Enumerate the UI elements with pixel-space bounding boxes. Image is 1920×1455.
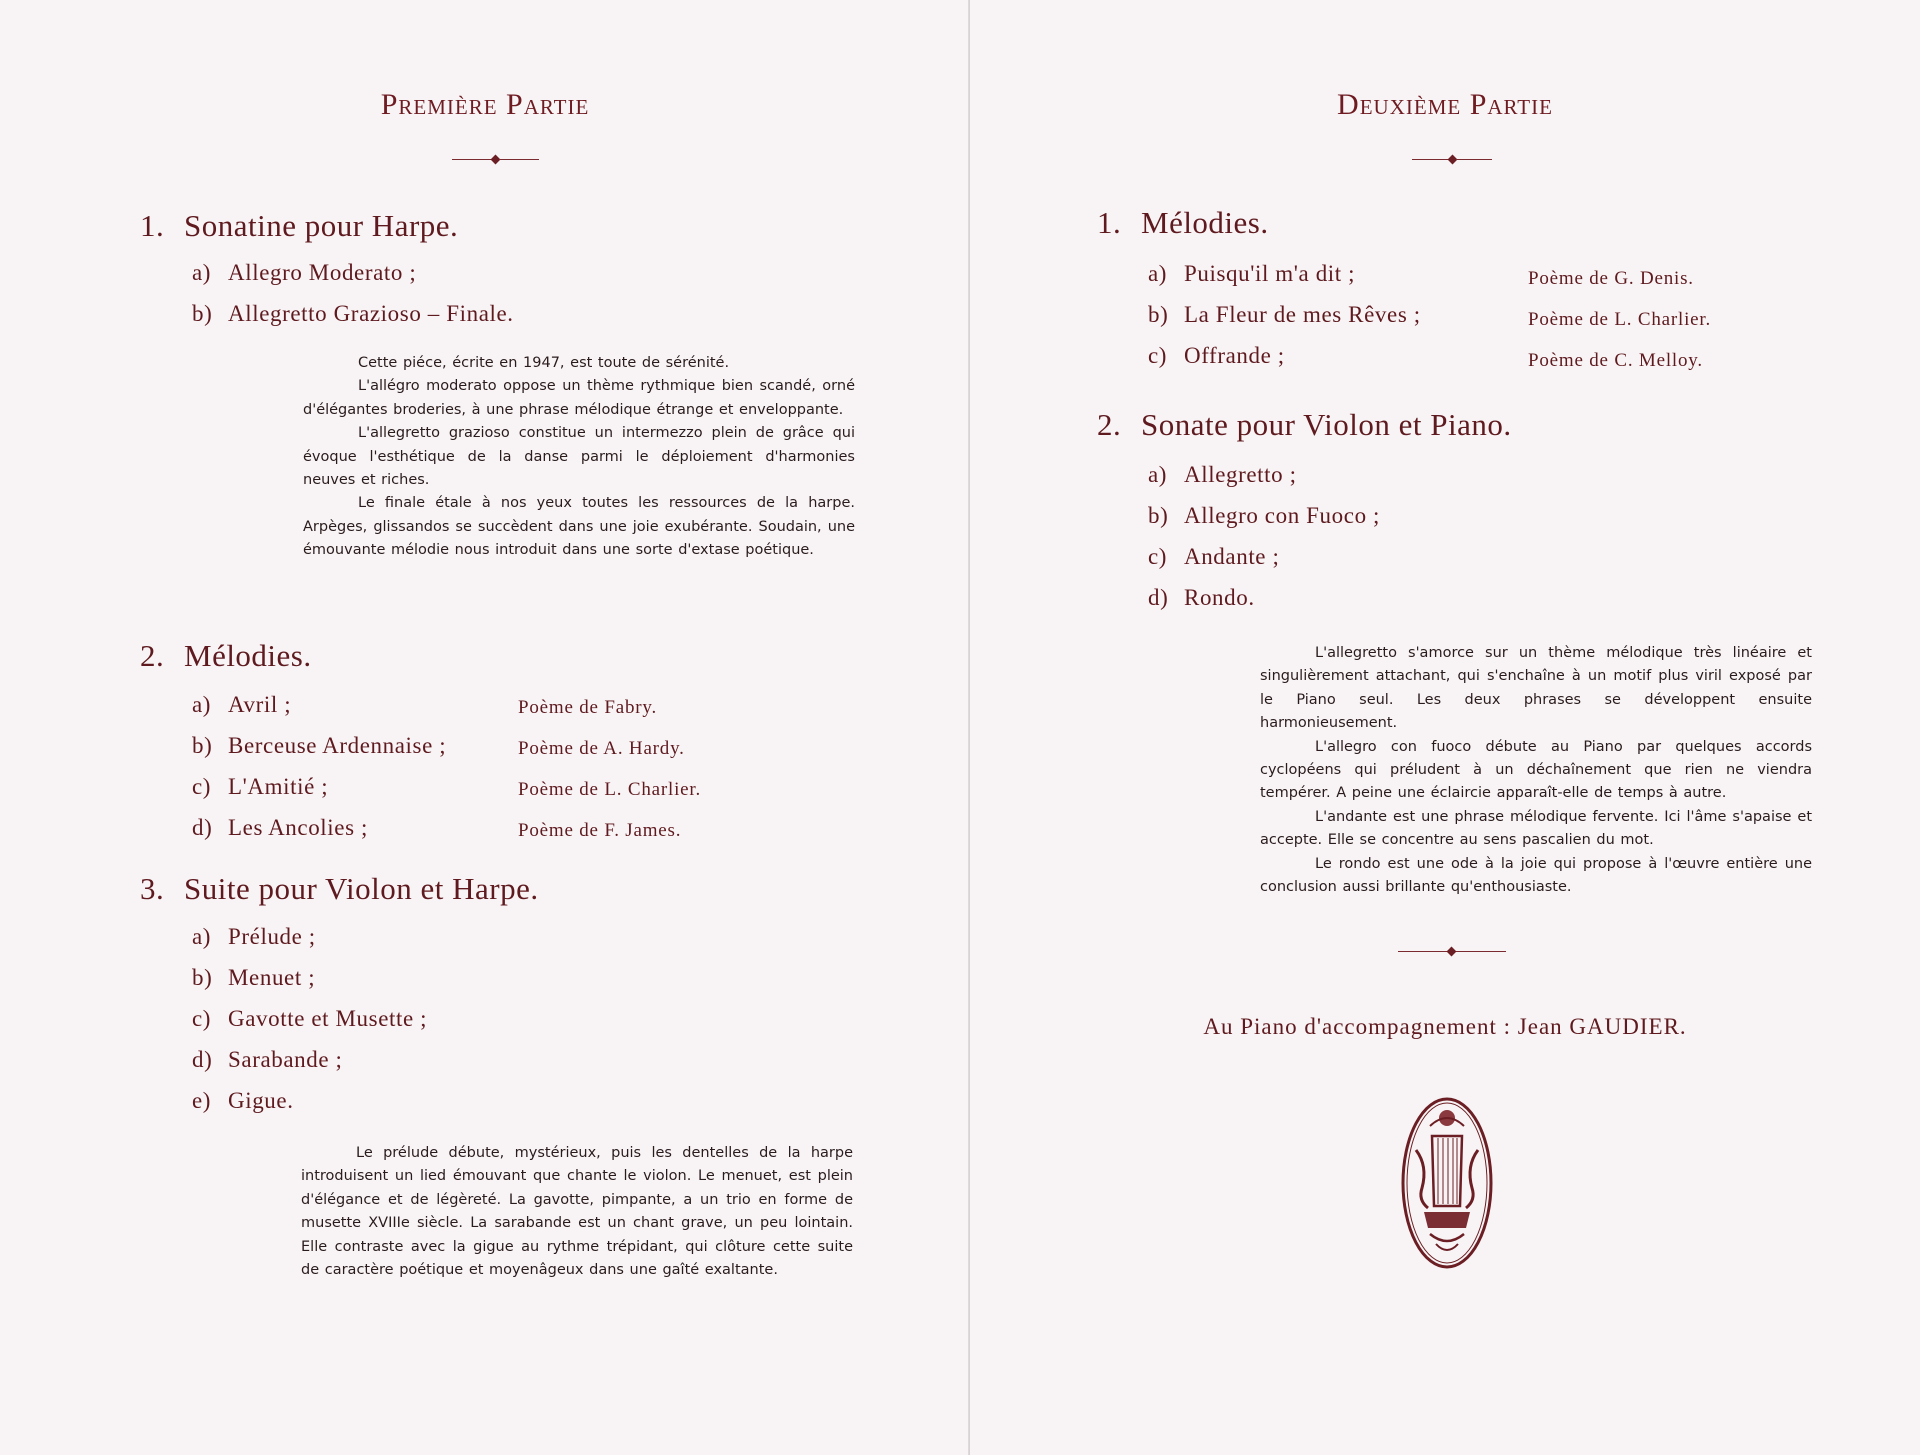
item-letter: c) bbox=[1148, 544, 1168, 569]
left-part-title: Première Partie bbox=[380, 88, 590, 121]
left-ornament bbox=[452, 158, 538, 162]
item-text: Allegretto Grazioso – Finale. bbox=[228, 301, 514, 326]
item-letter: b) bbox=[192, 965, 213, 990]
item-letter: e) bbox=[192, 1088, 212, 1113]
prose-paragraph: Le rondo est une ode à la joie qui propose à l'œuvre entière une conclusion aussi brillante qu'enthousiaste. bbox=[1260, 855, 1812, 896]
list-item bbox=[192, 733, 446, 759]
item-text: Menuet ; bbox=[228, 965, 316, 990]
item-text: Prélude ; bbox=[228, 924, 316, 949]
prose-paragraph: L'allegretto s'amorce sur un thème mélodique très linéaire et singulièrement attachant, qui s'enchaîne à un motif plus viril exposé par le Piano seul. Les deux phrases se développent ensuite harmonieusement. bbox=[1260, 645, 1812, 732]
poem-credit: Poème de Fabry. bbox=[518, 697, 657, 718]
list-item bbox=[192, 1088, 294, 1114]
list-item bbox=[1148, 261, 1355, 287]
list-item bbox=[192, 815, 368, 841]
poem-credit: Poème de L. Charlier. bbox=[1528, 309, 1712, 330]
harp-crest-emblem bbox=[1400, 1096, 1494, 1270]
left-section2-number: 2. bbox=[140, 638, 165, 673]
left-section3-title: Suite pour Violon et Harpe. bbox=[184, 871, 539, 906]
left-section1-title: Sonatine pour Harpe. bbox=[184, 208, 459, 243]
poem-credit: Poème de G. Denis. bbox=[1528, 268, 1694, 289]
poem-credit: Poème de F. James. bbox=[518, 820, 682, 841]
item-letter: d) bbox=[1148, 585, 1169, 610]
poem-credit: Poème de C. Melloy. bbox=[1528, 350, 1703, 371]
accompanist-credit: Au Piano d'accompagnement : Jean GAUDIER. bbox=[1203, 1014, 1687, 1039]
right-section2-commentary bbox=[1260, 642, 1812, 899]
item-letter: a) bbox=[192, 260, 212, 285]
item-text: Les Ancolies ; bbox=[228, 815, 368, 840]
item-text: Puisqu'il m'a dit ; bbox=[1184, 261, 1356, 286]
list-item bbox=[1148, 343, 1285, 369]
item-letter: a) bbox=[192, 692, 212, 717]
item-letter: b) bbox=[192, 301, 213, 326]
left-section2-title: Mélodies. bbox=[184, 638, 312, 673]
item-letter: a) bbox=[1148, 462, 1168, 487]
item-text: Sarabande ; bbox=[228, 1047, 343, 1072]
left-section1-heading bbox=[140, 208, 458, 244]
prose-paragraph: L'allegretto grazioso constitue un intermezzo plein de grâce qui évoque l'esthétique de la danse parmi le déploiement d'harmonies neuves et riches. bbox=[303, 425, 855, 489]
left-section3-number: 3. bbox=[140, 871, 165, 906]
item-letter: c) bbox=[192, 774, 212, 799]
left-section3-heading bbox=[140, 871, 539, 907]
item-letter: b) bbox=[192, 733, 213, 758]
right-ornament bbox=[1412, 158, 1492, 162]
item-text: Andante ; bbox=[1184, 544, 1280, 569]
item-text: Gigue. bbox=[228, 1088, 294, 1113]
item-text: Allegro con Fuoco ; bbox=[1184, 503, 1381, 528]
item-text: Rondo. bbox=[1184, 585, 1255, 610]
item-letter: a) bbox=[192, 924, 212, 949]
item-letter: d) bbox=[192, 1047, 213, 1072]
item-text: Avril ; bbox=[228, 692, 292, 717]
poem-credit: Poème de L. Charlier. bbox=[518, 779, 702, 800]
right-section1-heading bbox=[1097, 205, 1269, 241]
item-letter: d) bbox=[192, 815, 213, 840]
left-section2-heading bbox=[140, 638, 312, 674]
right-section1-number: 1. bbox=[1097, 205, 1122, 240]
list-item bbox=[1148, 302, 1421, 328]
list-item bbox=[192, 260, 416, 286]
list-item bbox=[1148, 503, 1380, 529]
item-text: Berceuse Ardennaise ; bbox=[228, 733, 447, 758]
item-text: Offrande ; bbox=[1184, 343, 1285, 368]
left-section1-number: 1. bbox=[140, 208, 165, 243]
item-text: Allegro Moderato ; bbox=[228, 260, 417, 285]
item-text: La Fleur de mes Rêves ; bbox=[1184, 302, 1421, 327]
list-item bbox=[192, 1047, 343, 1073]
right-section2-title: Sonate pour Violon et Piano. bbox=[1141, 407, 1512, 442]
item-letter: a) bbox=[1148, 261, 1168, 286]
list-item bbox=[1148, 544, 1279, 570]
left-section1-commentary bbox=[303, 352, 855, 563]
list-item bbox=[192, 774, 328, 800]
list-item bbox=[1148, 585, 1255, 611]
prose-paragraph: Cette piéce, écrite en 1947, est toute de sérénité. bbox=[358, 355, 730, 371]
list-item bbox=[192, 924, 316, 950]
list-item bbox=[192, 692, 291, 718]
list-item bbox=[192, 301, 514, 327]
list-item bbox=[1148, 462, 1297, 488]
prose-paragraph: L'allegro con fuoco débute au Piano par quelques accords cyclopéens qui préludent à un déchaînement que rien ne viendra tempérer. A peine une éclaircie apparaît-elle de temps à autre. bbox=[1260, 738, 1812, 802]
prose-paragraph: L'allégro moderato oppose un thème rythmique bien scandé, orné d'élégantes broderies, à une phrase mélodique étrange et enveloppante. bbox=[303, 378, 855, 418]
list-item bbox=[192, 1006, 427, 1032]
right-part-title: Deuxième Partie bbox=[1337, 88, 1553, 121]
item-text: Gavotte et Musette ; bbox=[228, 1006, 428, 1031]
left-section3-commentary bbox=[301, 1142, 853, 1282]
prose-paragraph: Le finale étale à nos yeux toutes les ressources de la harpe. Arpèges, glissandos se succèdent dans une joie exubérante. Soudain, une émouvante mélodie nous introduit dans une sorte d'extase poétique. bbox=[303, 495, 855, 559]
list-item bbox=[192, 965, 315, 991]
right-section1-title: Mélodies. bbox=[1141, 205, 1269, 240]
item-letter: b) bbox=[1148, 302, 1169, 327]
item-letter: c) bbox=[192, 1006, 212, 1031]
right-bottom-ornament bbox=[1398, 950, 1506, 954]
item-text: Allegretto ; bbox=[1184, 462, 1297, 487]
item-letter: b) bbox=[1148, 503, 1169, 528]
item-text: L'Amitié ; bbox=[228, 774, 329, 799]
right-section2-number: 2. bbox=[1097, 407, 1122, 442]
right-section2-heading bbox=[1097, 407, 1512, 443]
poem-credit: Poème de A. Hardy. bbox=[518, 738, 685, 759]
item-letter: c) bbox=[1148, 343, 1168, 368]
prose-paragraph: L'andante est une phrase mélodique fervente. Ici l'âme s'apaise et accepte. Elle se concentre au sens pascalien du mot. bbox=[1260, 808, 1812, 849]
prose-paragraph: Le prélude débute, mystérieux, puis les dentelles de la harpe introduisent un lied émouvant que chante le violon. Le menuet, est plein d'élégance et de légèreté. La gavotte, pimpante, a un trio en forme de musette XVIIIe siècle. La sarabande est un chant grave, un peu lointain. Elle contraste avec la gigue au rythme trépidant, qui clôture cette suite de caractère poétique et moyenâgeux dans une gaîté exaltante. bbox=[301, 1145, 853, 1279]
